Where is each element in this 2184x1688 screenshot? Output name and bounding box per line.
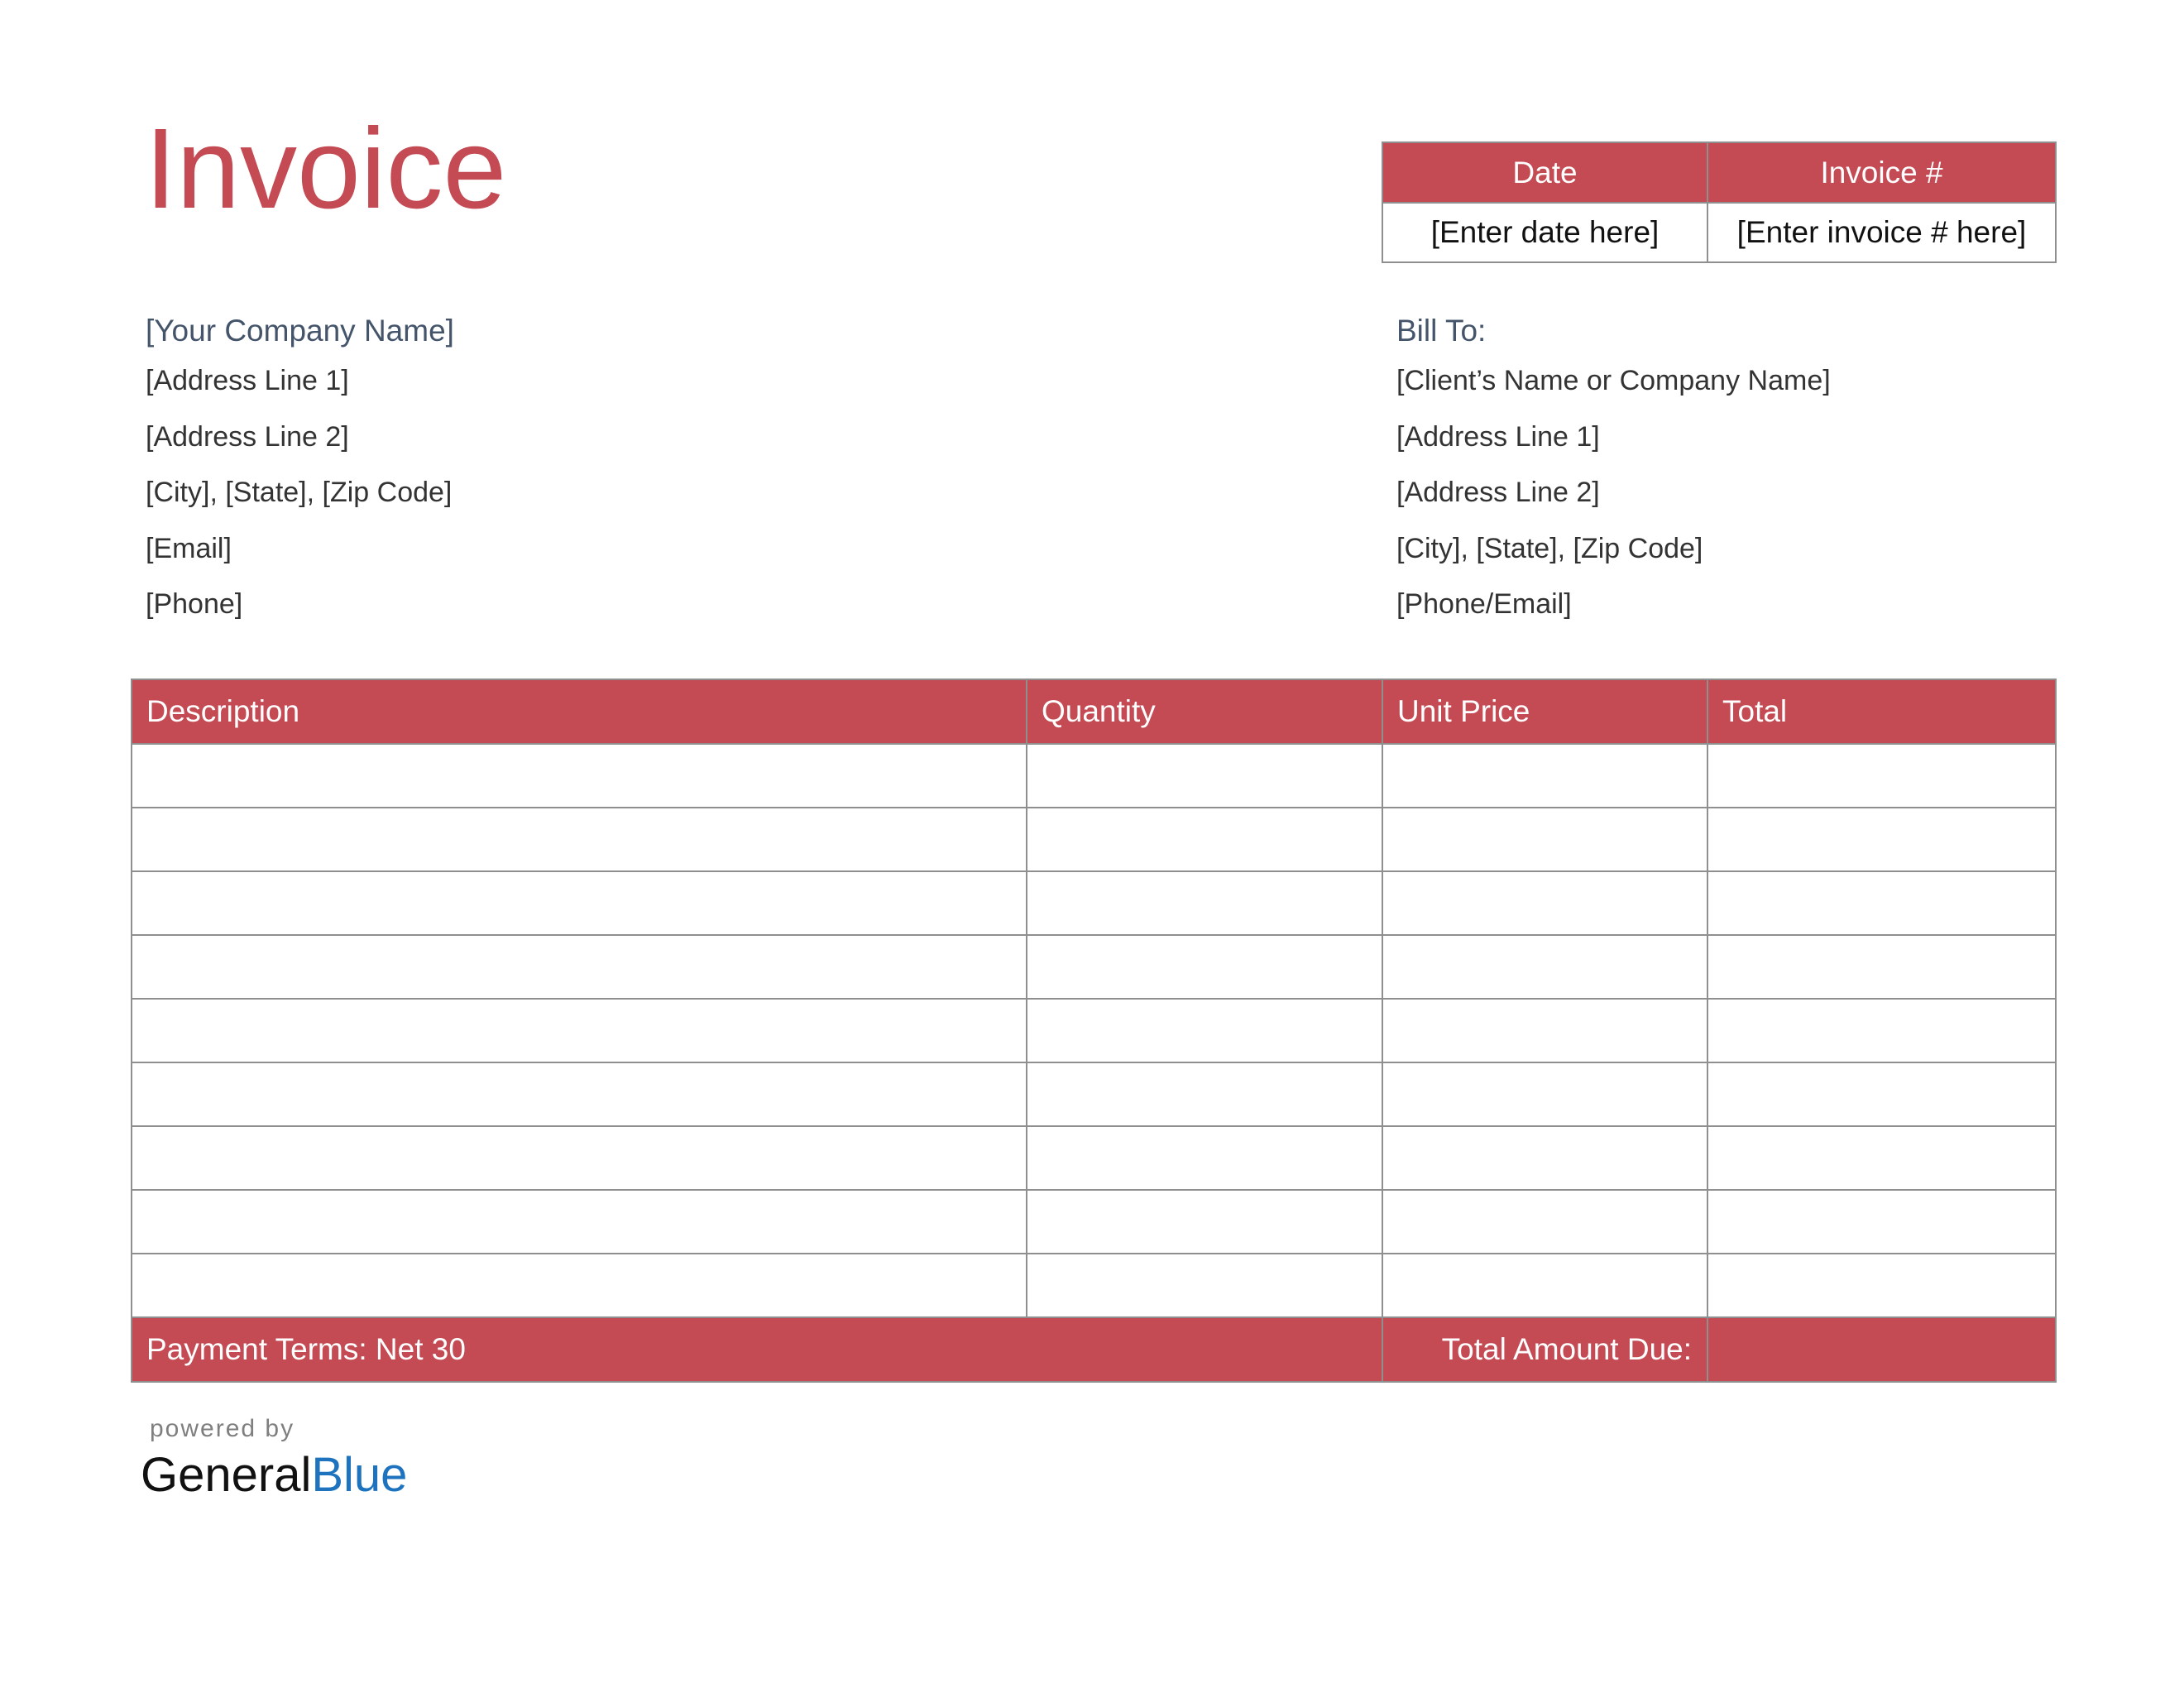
table-row: [132, 1254, 2056, 1317]
client-address-line-1[interactable]: [Address Line 1]: [1396, 420, 1600, 453]
description-cell[interactable]: [132, 999, 1027, 1062]
quantity-cell[interactable]: [1027, 744, 1382, 808]
total-cell[interactable]: [1707, 744, 2056, 808]
description-cell[interactable]: [132, 871, 1027, 935]
total-cell[interactable]: [1707, 1254, 2056, 1317]
bill-to-block: [1396, 308, 1831, 633]
table-row: [132, 1126, 2056, 1190]
total-cell[interactable]: [1707, 1190, 2056, 1254]
table-row: [132, 1062, 2056, 1126]
powered-by-text: powered by: [150, 1415, 295, 1442]
logo-blue: Blue: [311, 1448, 408, 1502]
company-email[interactable]: [Email]: [146, 532, 232, 564]
total-amount-due-label: Total Amount Due:: [1382, 1317, 1707, 1382]
quantity-cell[interactable]: [1027, 999, 1382, 1062]
total-header: Total: [1707, 679, 2056, 744]
date-field[interactable]: [Enter date here]: [1382, 203, 1707, 262]
quantity-cell[interactable]: [1027, 808, 1382, 871]
quantity-cell[interactable]: [1027, 1254, 1382, 1317]
description-cell[interactable]: [132, 1254, 1027, 1317]
client-name[interactable]: [Client’s Name or Company Name]: [1396, 365, 1831, 396]
description-cell[interactable]: [132, 1190, 1027, 1254]
unit-price-cell[interactable]: [1382, 999, 1707, 1062]
unit-price-cell[interactable]: [1382, 871, 1707, 935]
unit-price-cell[interactable]: [1382, 1126, 1707, 1190]
description-cell[interactable]: [132, 808, 1027, 871]
date-header: Date: [1382, 142, 1707, 203]
company-phone[interactable]: [Phone]: [146, 588, 243, 620]
description-cell[interactable]: [132, 935, 1027, 999]
quantity-cell[interactable]: [1027, 935, 1382, 999]
description-header: Description: [132, 679, 1027, 744]
table-row: [132, 1190, 2056, 1254]
table-row: [132, 935, 2056, 999]
description-cell[interactable]: [132, 744, 1027, 808]
unit-price-cell[interactable]: [1382, 935, 1707, 999]
company-address-line-1[interactable]: [Address Line 1]: [146, 365, 349, 396]
company-address-block: [146, 308, 454, 633]
total-cell[interactable]: [1707, 1126, 2056, 1190]
generalblue-logo: [141, 1446, 407, 1504]
quantity-header: Quantity: [1027, 679, 1382, 744]
total-cell[interactable]: [1707, 999, 2056, 1062]
unit-price-cell[interactable]: [1382, 1254, 1707, 1317]
unit-price-cell[interactable]: [1382, 1062, 1707, 1126]
table-row: [132, 999, 2056, 1062]
table-row: [132, 808, 2056, 871]
company-address-line-2[interactable]: [Address Line 2]: [146, 420, 349, 453]
payment-terms: Payment Terms: Net 30: [132, 1317, 1382, 1382]
unit-price-cell[interactable]: [1382, 744, 1707, 808]
invoice-number-field[interactable]: [Enter invoice # here]: [1707, 203, 2056, 262]
total-cell[interactable]: [1707, 935, 2056, 999]
invoice-meta-table: [1382, 141, 2057, 263]
total-cell[interactable]: [1707, 808, 2056, 871]
line-items-table: [131, 679, 2057, 1383]
quantity-cell[interactable]: [1027, 1126, 1382, 1190]
unit-price-cell[interactable]: [1382, 1190, 1707, 1254]
invoice-number-header: Invoice #: [1707, 142, 2056, 203]
company-city-state-zip[interactable]: [City], [State], [Zip Code]: [146, 477, 453, 508]
logo-general: General: [141, 1448, 312, 1502]
total-cell[interactable]: [1707, 871, 2056, 935]
unit-price-cell[interactable]: [1382, 808, 1707, 871]
total-amount-due-value[interactable]: [1707, 1317, 2056, 1382]
invoice-title: Invoice: [145, 105, 507, 233]
total-cell[interactable]: [1707, 1062, 2056, 1126]
quantity-cell[interactable]: [1027, 871, 1382, 935]
client-city-state-zip[interactable]: [City], [State], [Zip Code]: [1396, 532, 1703, 564]
company-name[interactable]: [Your Company Name]: [146, 314, 454, 348]
bill-to-heading: Bill To:: [1396, 314, 1487, 348]
quantity-cell[interactable]: [1027, 1190, 1382, 1254]
description-cell[interactable]: [132, 1126, 1027, 1190]
client-address-line-2[interactable]: [Address Line 2]: [1396, 477, 1600, 508]
client-phone-email[interactable]: [Phone/Email]: [1396, 588, 1572, 620]
unit-price-header: Unit Price: [1382, 679, 1707, 744]
description-cell[interactable]: [132, 1062, 1027, 1126]
quantity-cell[interactable]: [1027, 1062, 1382, 1126]
table-row: [132, 744, 2056, 808]
table-row: [132, 871, 2056, 935]
